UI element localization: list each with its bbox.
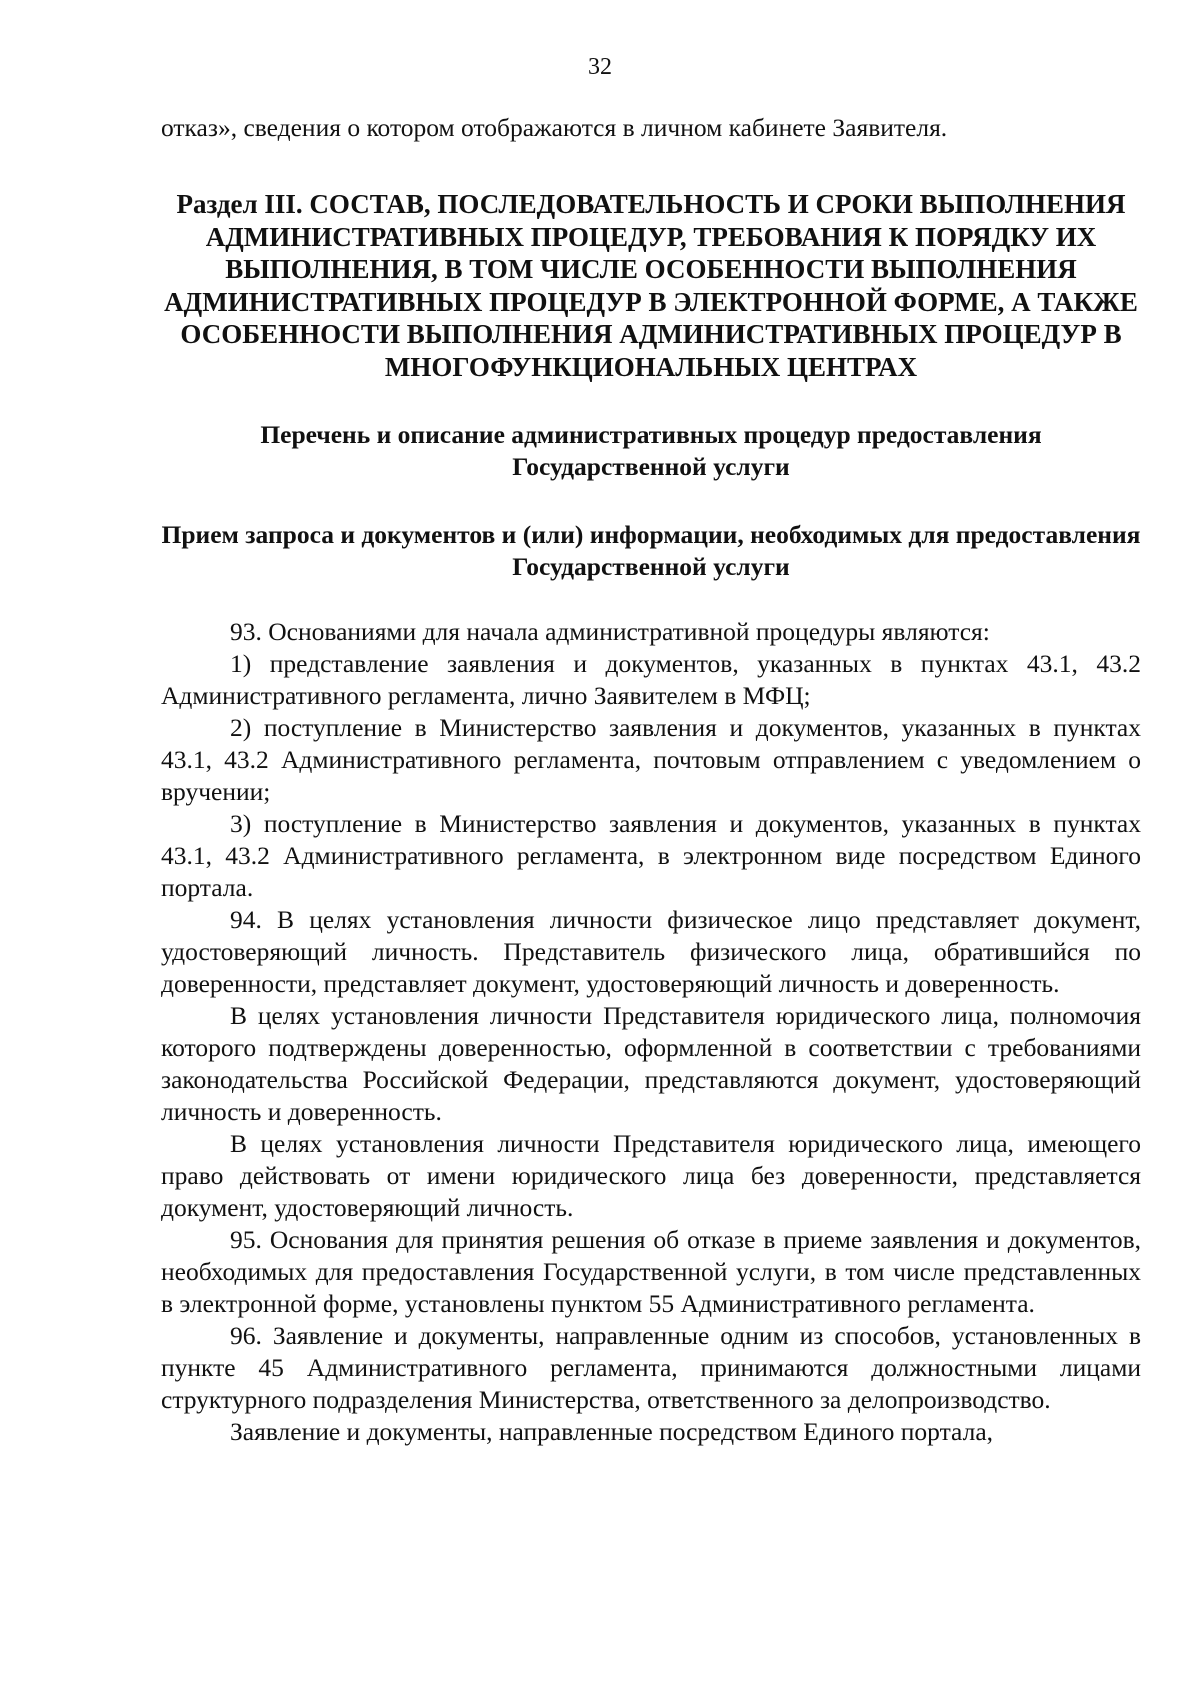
- lead-text: отказ», сведения о котором отображаются в личном кабинете Заявителя.: [161, 113, 948, 142]
- paragraph-95: 95. Основания для принятия решения об отказе в приеме заявления и документов, необходимых для предоставления Государственной услуги, в том числе представленных в электронной форме, установлены пунктом 55 Административного регламента.: [161, 1225, 1141, 1318]
- document-body: [161, 112, 1141, 1448]
- paragraph-93-item-1: 1) представление заявления и документов, указанных в пунктах 43.1, 43.2 Административного регламента, лично Заявителем в МФЦ;: [161, 649, 1141, 710]
- paragraph-94: 94. В целях установления личности физическое лицо представляет документ, удостоверяющий личность. Представитель физического лица, обратившийся по доверенности, представляет документ, удостоверяющий личность и доверенность.: [161, 905, 1141, 998]
- paragraph-94-legal-rep-power-of-attorney: В целях установления личности Представителя юридического лица, полномочия которого подтверждены доверенностью, оформленной в соответствии с требованиями законодательства Российской Федерации, представляются документ, удостоверяющий личность и доверенность.: [161, 1001, 1141, 1126]
- paragraph-93-item-2: 2) поступление в Министерство заявления и документов, указанных в пунктах 43.1, 43.2 Административного регламента, почтовым отправлением с уведомлением о вручении;: [161, 713, 1141, 806]
- paragraphs: [161, 616, 1141, 1448]
- section-title: Раздел III. СОСТАВ, ПОСЛЕДОВАТЕЛЬНОСТЬ И СРОКИ ВЫПОЛНЕНИЯ АДМИНИСТРАТИВНЫХ ПРОЦЕДУР, ТРЕБОВАНИЯ К ПОРЯДКУ ИХ ВЫПОЛНЕНИЯ, В ТОМ ЧИСЛЕ ОСОБЕННОСТИ ВЫПОЛНЕНИЯ АДМИНИСТРАТИВНЫХ ПРОЦЕДУР В ЭЛЕКТРОННОЙ ФОРМЕ, А ТАКЖЕ ОСОБЕННОСТИ ВЫПОЛНЕНИЯ АДМИНИСТРАТИВНЫХ ПРОЦЕДУР В МНОГОФУНКЦИОНАЛЬНЫХ ЦЕНТРАХ: [164, 189, 1138, 382]
- paragraph-96: 96. Заявление и документы, направленные одним из способов, установленных в пункте 45 Административного регламента, принимаются должностными лицами структурного подразделения Министерства, ответственного за делопроизводство.: [161, 1321, 1141, 1414]
- subtitle-request-reception: Прием запроса и документов и (или) информации, необходимых для предоставления Государственной услуги: [161, 520, 1141, 581]
- paragraph-93-item-3: 3) поступление в Министерство заявления и документов, указанных в пунктах 43.1, 43.2 Административного регламента, в электронном виде посредством Единого портала.: [161, 809, 1141, 902]
- paragraph-94-legal-rep-without-attorney: В целях установления личности Представителя юридического лица, имеющего право действовать от имени юридического лица без доверенности, представляется документ, удостоверяющий личность.: [161, 1129, 1141, 1222]
- page-number: 32: [588, 54, 612, 80]
- subtitle-procedures-list: Перечень и описание административных процедур предоставления Государственной услуги: [260, 420, 1042, 481]
- paragraph-93: 93. Основаниями для начала административной процедуры являются:: [230, 617, 990, 646]
- paragraph-96-continued: Заявление и документы, направленные посредством Единого портала,: [230, 1417, 994, 1446]
